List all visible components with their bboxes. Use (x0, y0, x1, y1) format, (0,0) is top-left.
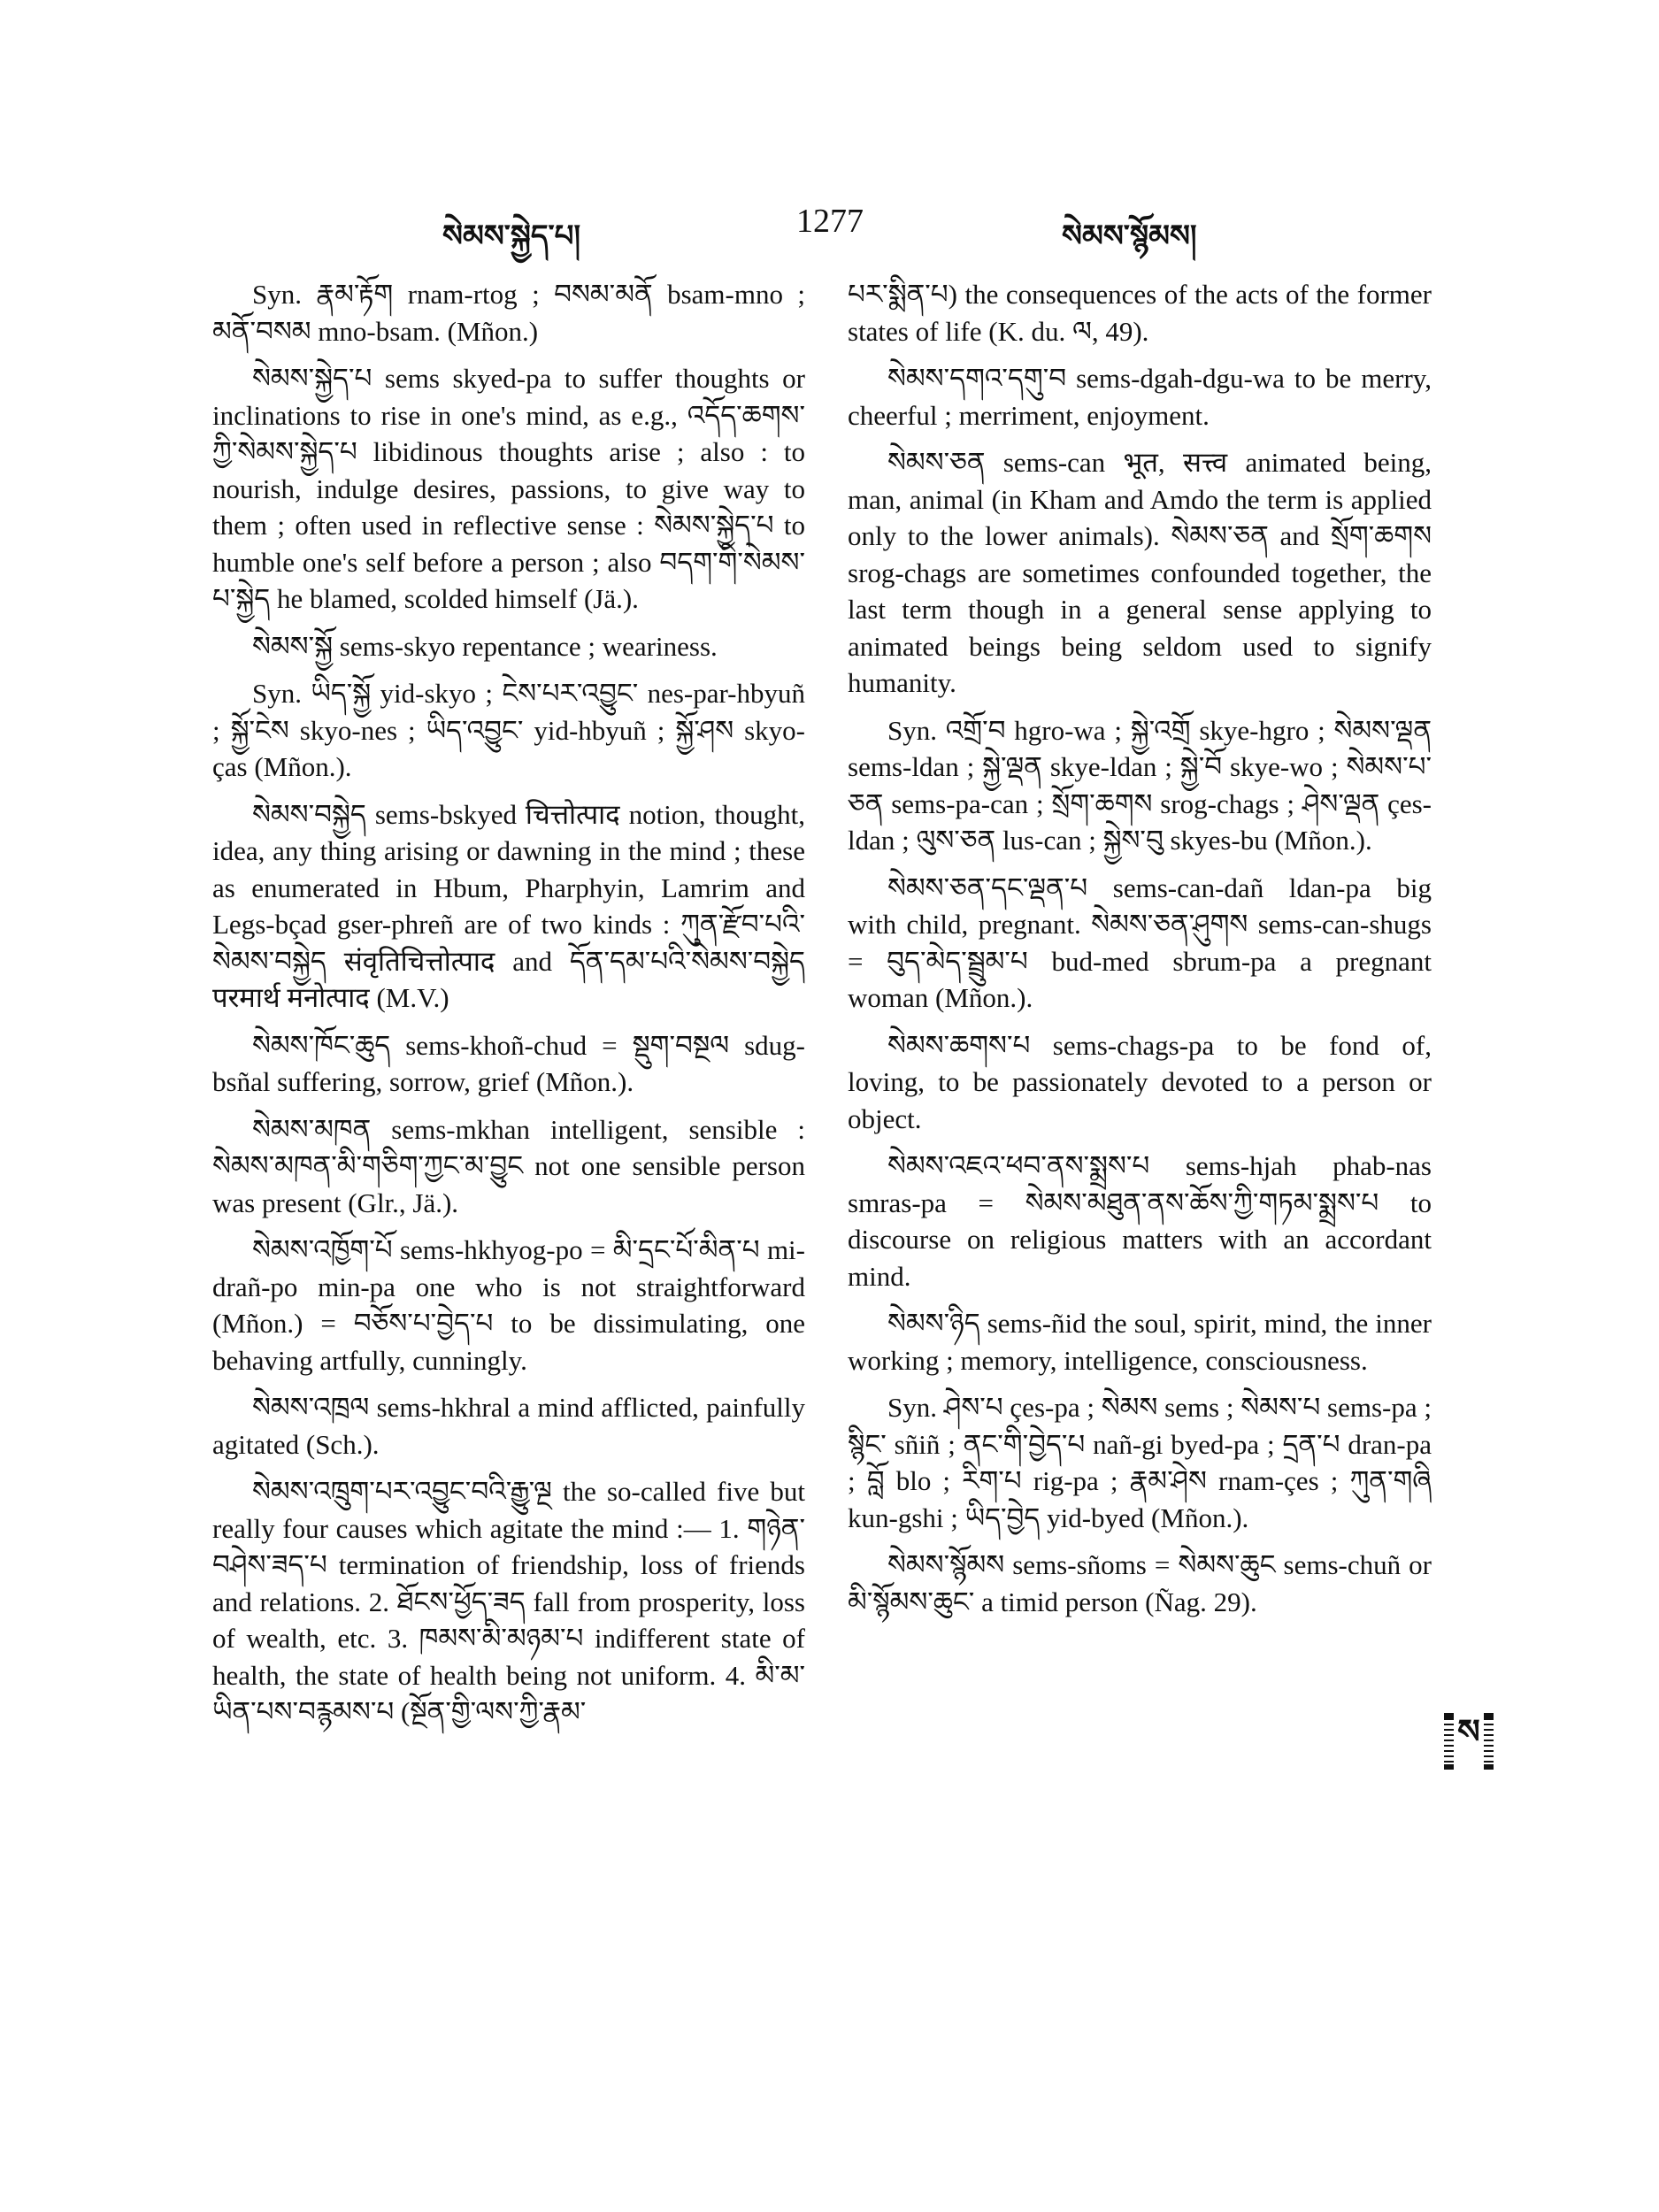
page-header (204, 202, 1425, 255)
dictionary-entry: སེམས་བསྐྱེད sems-bskyed चित्तोत्पाद notion, thought, idea, any thing arising or dawning in the mind ; these as enumerated in Hbum, Pharphyin, Lamrim and Legs-bçad gser-phreñ are of two kinds : ཀུན་རྫོབ་པའི་སེམས་བསྐྱེད संवृतिचित्तोत्पाद and དོན་དམ་པའི་སེམས་བསྐྱེད परमार्थ मनोत्पाद (M.V.) (212, 798, 805, 1013)
dictionary-entry: Syn. ཡིད་སྐྱོ yid-skyo ; ངེས་པར་འབྱུང་ nes-par-hbyuñ ; སྐྱོ་ངེས skyo-nes ; ཡིད་འབྱུང་ yid-hbyuñ ; སྐྱོ་ཤས skyo-ças (Mñon.). (212, 678, 805, 782)
dictionary-entry: Syn. རྣམ་རྟོག rnam-rtog ; བསམ་མནོ bsam-mno ; མནོ་བསམ mno-bsam. (Mñon.) (212, 279, 805, 347)
left-headword: སེམས་སྐྱེད་པ། (442, 219, 581, 254)
dictionary-entry: སེམས་སྐྱེད་པ sems skyed-pa to suffer thoughts or inclinations to rise in one's mind, as e.g., འདོད་ཆགས་ཀྱི་སེམས་སྐྱེད་པ libidinous thoughts arise ; also : to nourish, indulge desires, passions, to give way to them ; often used in reflective sense : སེམས་སྐྱེད་པ to humble one's self before a person ; also བདག་གི་སེམས་པ་སྐྱེད he blamed, scolded himself (Jä.). (212, 363, 805, 614)
dictionary-entry: Syn. འགྲོ་བ hgro-wa ; སྐྱེ་འགྲོ skye-hgro ; སེམས་ལྡན sems-ldan ; སྐྱེ་ལྡན skye-ldan ; སྐྱེ་བོ skye-wo ; སེམས་པ་ཅན sems-pa-can ; སྲོག་ཆགས srog-chags ; ཤེས་ལྡན çes-ldan ; ལུས་ཅན lus-can ; སྐྱེས་བུ skyes-bu (Mñon.). (848, 714, 1432, 856)
right-headword: སེམས་སྙོམས། (1062, 219, 1197, 254)
dictionary-entry: སེམས་འཁྱོག་པོ sems-hkhyog-po = མི་དྲང་པོ་མིན་པ mi-drañ-po min-pa one who is not straightforward (Mñon.) = བཅོས་པ་བྱེད་པ to be dissimulating, one behaving artfully, cunningly. (212, 1234, 805, 1376)
dictionary-entry: པར་སྨིན་པ) the consequences of the acts of the former states of life (K. du. ལ, 49). (848, 279, 1432, 347)
right-column (848, 276, 1432, 1631)
dictionary-entry: Syn. ཤེས་པ çes-pa ; སེམས sems ; སེམས་པ sems-pa ; སྙིང་ sñiñ ; ནང་གི་བྱེད་པ nañ-gi byed-pa ; དྲན་པ dran-pa ; བློ blo ; རིག་པ rig-pa ; རྣམ་ཤེས rnam-çes ; ཀུན་གཞི kun-gshi ; ཡིད་བྱེད yid-byed (Mñon.). (848, 1392, 1432, 1533)
thumb-index-tab (1444, 1710, 1494, 1770)
dictionary-entry: སེམས་སྐྱོ sems-skyo repentance ; weariness. (252, 630, 718, 662)
dictionary-entry: སེམས་ཅན་དང་ལྡན་པ sems-can-dañ ldan-pa big with child, pregnant. སེམས་ཅན་ཤུགས sems-can-shugs = བུད་མེད་སྦྲུམ་པ bud-med sbrum-pa a pregnant woman (Mñon.). (848, 872, 1432, 1013)
dictionary-entry: སེམས་དགའ་དགུ་བ sems-dgah-dgu-wa to be merry, cheerful ; merriment, enjoyment. (848, 363, 1432, 431)
dictionary-entry: སེམས་ཉིད sems-ñid the soul, spirit, mind, the inner working ; memory, intelligence, consciousness. (848, 1308, 1432, 1376)
dictionary-entry: སེམས་མཁན sems-mkhan intelligent, sensible : སེམས་མཁན་མི་གཅིག་ཀྱང་མ་བྱུང not one sensible person was present (Glr., Jä.). (212, 1113, 805, 1218)
dictionary-entry: སེམས་ཅན sems-can भूत, सत्त्व animated being, man, animal (in Kham and Amdo the term is applied only to the lower animals). སེམས་ཅན and སྲོག་ཆགས srog-chags are sometimes confounded together, the last term though in a general sense applying to animated beings being seldom used to signify humanity. (848, 447, 1432, 698)
dictionary-entry: སེམས་འཁྲུག་པར་འབྱུང་བའི་རྒྱུ་ལྔ the so-called five but really four causes which agitate the mind :— 1. གཉེན་བཤེས་ཟད་པ termination of friendship, loss of friends and relations. 2. ཐོངས་ཕྱོད་ཟད fall from prosperity, loss of wealth, etc. 3. ཁམས་མི་མཉམ་པ indifferent state of health, the state of health being not uniform. 4. མི་མ་ཡིན་པས་བརྙམས་པ (སྔོན་གྱི་ལས་ཀྱི་རྣམ་ (212, 1476, 805, 1727)
page-number: 1277 (796, 203, 864, 240)
dictionary-entry: སེམས་སྙོམས sems-sñoms = སེམས་ཆུང sems-chuñ or མི་སྙོམས་ཆུང་ a timid person (Ñag. 29). (848, 1549, 1432, 1617)
thumb-index-letter: ས (1454, 1694, 1484, 1789)
dictionary-entry: སེམས་འཇའ་ཕབ་ནས་སྨྲས་པ sems-hjah phab-nas smras-pa = སེམས་མཐུན་ནས་ཆོས་ཀྱི་གཏམ་སྨྲས་པ to discourse on religious matters with an accordant mind. (848, 1150, 1432, 1292)
dictionary-entry: སེམས་འཁྲལ sems-hkhral a mind afflicted, painfully agitated (Sch.). (212, 1392, 805, 1460)
left-column (212, 276, 805, 1741)
dictionary-entry: སེམས་ཆགས་པ sems-chags-pa to be fond of, loving, to be passionately devoted to a person or object. (848, 1029, 1432, 1134)
dictionary-entry: སེམས་ཁོང་ཆུད sems-khoñ-chud = སྡུག་བསྔལ sdug-bsñal suffering, sorrow, grief (Mñon.). (212, 1029, 805, 1097)
